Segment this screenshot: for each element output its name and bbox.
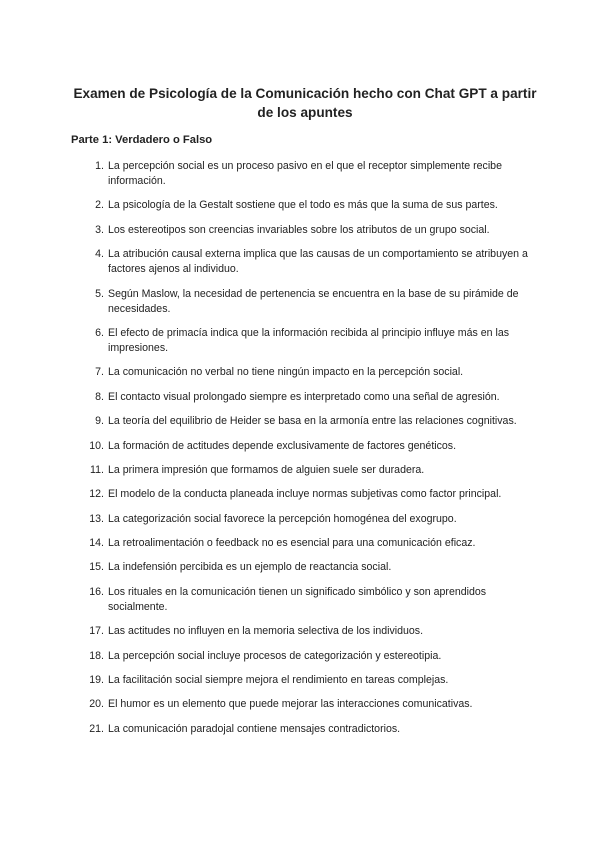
question-list bbox=[0, 159, 600, 746]
question-item bbox=[0, 512, 528, 527]
question-item bbox=[0, 326, 528, 356]
question-number: 15. bbox=[89, 561, 104, 574]
question-text: La primera impresión que formamos de alguien suele ser duradera. bbox=[108, 463, 425, 476]
question-number: 14. bbox=[89, 537, 104, 550]
question-text: El humor es un elemento que puede mejorar las interacciones comunicativas. bbox=[108, 698, 473, 711]
question-item bbox=[0, 649, 528, 664]
question-item bbox=[0, 722, 528, 737]
question-text: La retroalimentación o feedback no es esencial para una comunicación eficaz. bbox=[108, 537, 476, 550]
question-item bbox=[0, 585, 528, 615]
question-number: 21. bbox=[89, 722, 104, 735]
document-title: Examen de Psicología de la Comunicación hecho con Chat GPT a partir de los apuntes bbox=[73, 86, 537, 120]
question-text: La psicología de la Gestalt sostiene que el todo es más que la suma de sus partes. bbox=[108, 199, 498, 212]
question-item bbox=[0, 159, 528, 189]
question-item bbox=[0, 624, 528, 639]
question-item bbox=[0, 560, 528, 575]
question-text: Las actitudes no influyen en la memoria selectiva de los individuos. bbox=[108, 625, 424, 638]
question-number: 20. bbox=[89, 698, 104, 711]
question-number: 9. bbox=[95, 415, 104, 428]
question-item bbox=[0, 223, 528, 238]
question-number: 3. bbox=[95, 223, 104, 236]
question-number: 10. bbox=[89, 439, 104, 452]
question-number: 7. bbox=[95, 366, 104, 379]
question-item bbox=[0, 198, 528, 213]
question-item bbox=[0, 414, 528, 429]
question-text: La teoría del equilibrio de Heider se basa en la armonía entre las relaciones cognitivas. bbox=[108, 415, 517, 428]
question-number: 5. bbox=[95, 287, 104, 300]
question-text: La formación de actitudes depende exclusivamente de factores genéticos. bbox=[108, 439, 457, 452]
question-item bbox=[0, 536, 528, 551]
question-item bbox=[0, 247, 528, 277]
question-item bbox=[0, 287, 528, 317]
question-item bbox=[0, 439, 528, 454]
question-number: 11. bbox=[90, 463, 104, 476]
question-text: La indefensión percibida es un ejemplo de reactancia social. bbox=[108, 561, 392, 574]
question-item bbox=[0, 390, 528, 405]
question-number: 2. bbox=[95, 199, 104, 212]
question-text: La comunicación no verbal no tiene ningún impacto en la percepción social. bbox=[108, 366, 464, 379]
question-text: La comunicación paradojal contiene mensajes contradictorios. bbox=[108, 722, 401, 735]
question-number: 17. bbox=[89, 625, 104, 638]
question-item bbox=[0, 673, 528, 688]
question-text: Según Maslow, la necesidad de pertenencia se encuentra en la base de su pirámide de necesidades. bbox=[108, 287, 519, 315]
question-item bbox=[0, 697, 528, 712]
question-text: La percepción social es un proceso pasivo en el que el receptor simplemente recibe información. bbox=[108, 160, 502, 187]
question-number: 6. bbox=[95, 326, 104, 339]
question-item bbox=[0, 463, 528, 478]
question-text: La atribución causal externa implica que las causas de un comportamiento se atribuyen a factores ajenos al individuo. bbox=[108, 248, 528, 276]
question-number: 18. bbox=[89, 649, 104, 662]
question-number: 19. bbox=[89, 674, 104, 687]
question-number: 8. bbox=[95, 390, 104, 403]
question-number: 4. bbox=[95, 248, 104, 261]
question-text: El efecto de primacía indica que la información recibida al principio influye más en las impresiones. bbox=[108, 326, 510, 354]
question-number: 16. bbox=[89, 585, 104, 598]
question-item bbox=[0, 365, 528, 380]
question-text: Los rituales en la comunicación tienen un significado simbólico y son aprendidos socialmente. bbox=[108, 585, 487, 613]
question-number: 1. bbox=[95, 160, 104, 172]
section-title: Parte 1: Verdadero o Falso bbox=[71, 134, 213, 146]
question-text: La facilitación social siempre mejora el rendimiento en tareas complejas. bbox=[108, 674, 449, 687]
question-number: 12. bbox=[89, 488, 104, 501]
question-text: El contacto visual prolongado siempre es interpretado como una señal de agresión. bbox=[108, 390, 500, 403]
question-text: La categorización social favorece la percepción homogénea del exogrupo. bbox=[108, 512, 457, 525]
question-number: 13. bbox=[89, 512, 104, 525]
question-text: El modelo de la conducta planeada incluye normas subjetivas como factor principal. bbox=[108, 488, 502, 501]
question-text: Los estereotipos son creencias invariables sobre los atributos de un grupo social. bbox=[108, 223, 490, 236]
question-text: La percepción social incluye procesos de categorización y estereotipia. bbox=[108, 649, 442, 662]
question-item bbox=[0, 487, 528, 502]
